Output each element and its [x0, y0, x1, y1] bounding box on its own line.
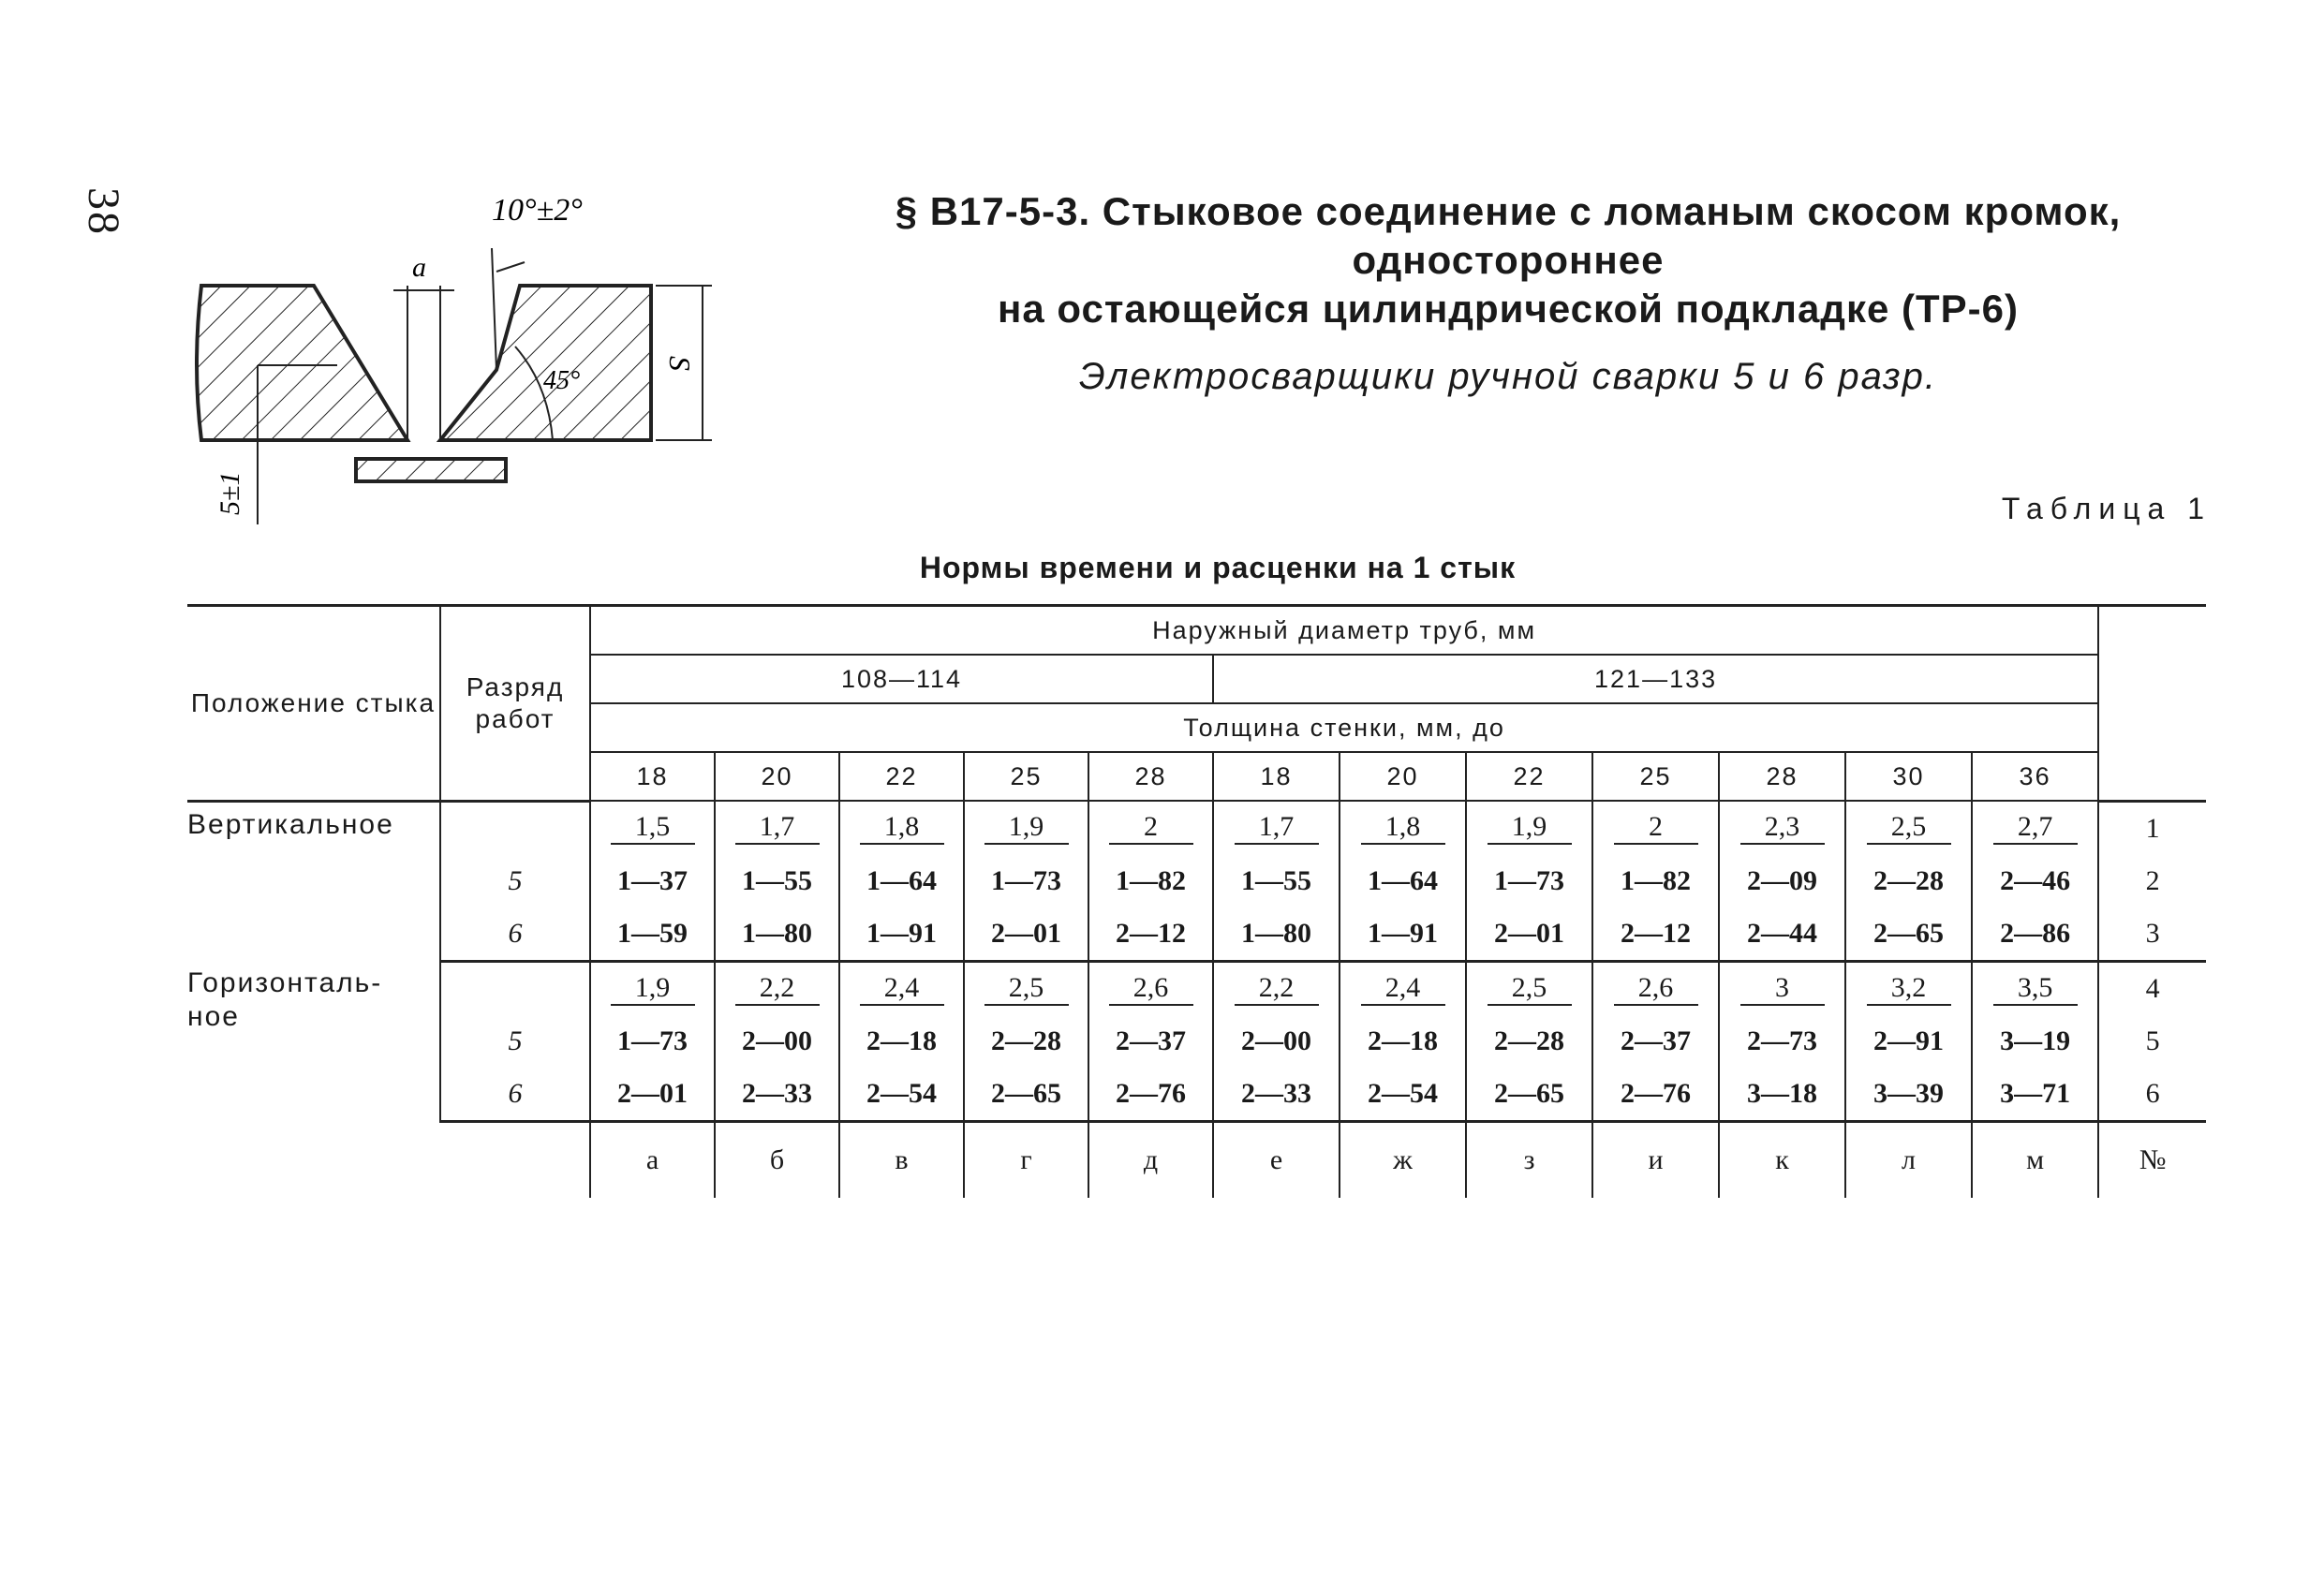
price-value: 2—09 — [1747, 864, 1817, 896]
header-thickness-cell: 30 — [1845, 752, 1972, 801]
price-cell — [590, 855, 715, 907]
section-title-line1: § В17-5-3. Стыковое соединение с ломаным скосом кромок, одностороннее — [895, 189, 2122, 282]
time-norm-cell — [590, 961, 715, 1015]
rank-cell — [440, 801, 590, 855]
price-value: 1—80 — [1241, 917, 1311, 949]
header-rank: Разряд работ — [440, 606, 590, 802]
price-value: 1—64 — [866, 864, 937, 896]
price-cell — [1340, 1015, 1466, 1068]
price-value: 2—01 — [617, 1077, 688, 1109]
table-row — [187, 961, 2206, 1015]
row-number-cell: 5 — [2098, 1015, 2206, 1068]
price-value: 1—59 — [617, 917, 688, 949]
price-cell — [1088, 1015, 1213, 1068]
row-number-cell: 3 — [2098, 907, 2206, 962]
time-norm-value: 1,8 — [860, 811, 944, 845]
price-value: 2—01 — [1494, 917, 1564, 949]
column-letter-cell: к — [1719, 1121, 1845, 1198]
rank-cell: 5 — [440, 855, 590, 907]
time-norm-value: 1,7 — [1235, 811, 1319, 845]
price-value: 1—82 — [1116, 864, 1186, 896]
price-value: 1—55 — [742, 864, 812, 896]
time-norm-value: 1,9 — [611, 972, 695, 1006]
price-cell — [964, 855, 1088, 907]
price-cell — [590, 1068, 715, 1122]
table-row — [187, 1068, 2206, 1122]
table-row — [187, 801, 2206, 855]
column-letter-cell: д — [1088, 1121, 1213, 1198]
column-letter-cell: г — [964, 1121, 1088, 1198]
time-norm-cell — [590, 801, 715, 855]
price-cell — [1088, 1068, 1213, 1122]
price-cell — [1845, 1068, 1972, 1122]
row-number-cell: 6 — [2098, 1068, 2206, 1122]
column-letter-cell: а — [590, 1121, 715, 1198]
header-thickness-cell: 28 — [1719, 752, 1845, 801]
price-cell — [964, 1068, 1088, 1122]
price-value: 1—73 — [1494, 864, 1564, 896]
time-norm-cell — [1088, 801, 1213, 855]
price-cell — [1592, 1015, 1719, 1068]
price-cell — [839, 855, 964, 907]
price-value: 2—12 — [1621, 917, 1691, 949]
header-outer-diameter: Наружный диаметр труб, мм — [590, 606, 2098, 656]
time-norm-cell — [1213, 961, 1340, 1015]
time-norm-value: 2,5 — [984, 972, 1069, 1006]
rank-cell: 6 — [440, 1068, 590, 1122]
workers-subtitle: Электросварщики ручной сварки 5 и 6 разр. — [1079, 356, 1937, 397]
price-cell — [1719, 907, 1845, 962]
header-thickness-cell: 22 — [839, 752, 964, 801]
header-thickness-cell: 20 — [1340, 752, 1466, 801]
backing-offset-label: 5±1 — [215, 471, 245, 515]
time-norm-value: 3,5 — [1993, 972, 2078, 1006]
price-value: 1—64 — [1368, 864, 1438, 896]
price-cell — [715, 1015, 839, 1068]
price-value: 2—37 — [1621, 1025, 1691, 1056]
footer-blank — [187, 1121, 440, 1198]
header-num-blank — [2098, 606, 2206, 802]
row-number-cell: 2 — [2098, 855, 2206, 907]
column-letter-cell: б — [715, 1121, 839, 1198]
rank-cell: 6 — [440, 907, 590, 962]
time-norm-cell — [1592, 801, 1719, 855]
footer-blank — [440, 1121, 590, 1198]
price-value: 2—86 — [2000, 917, 2071, 949]
position-cell: Вертикальное — [187, 808, 394, 840]
time-norm-value: 2,6 — [1614, 972, 1698, 1006]
time-norm-cell — [839, 961, 964, 1015]
price-cell — [1466, 1015, 1592, 1068]
price-cell — [964, 1015, 1088, 1068]
price-value: 1—91 — [866, 917, 937, 949]
column-letter-cell: з — [1466, 1121, 1592, 1198]
header-position: Положение стыка — [187, 606, 440, 802]
price-cell — [715, 1068, 839, 1122]
header-thickness-cell: 28 — [1088, 752, 1213, 801]
header-diam-group1: 108—114 — [590, 655, 1213, 703]
position-cell: Горизонталь- ное — [187, 967, 383, 1032]
backing-strip — [356, 459, 506, 481]
time-norm-cell — [1972, 961, 2098, 1015]
price-value: 2—28 — [1494, 1025, 1564, 1056]
time-norm-value: 1,9 — [984, 811, 1069, 845]
price-value: 2—46 — [2000, 864, 2071, 896]
table-row — [187, 907, 2206, 962]
price-cell — [1340, 1068, 1466, 1122]
time-norm-cell — [964, 801, 1088, 855]
time-norm-cell — [1845, 801, 1972, 855]
price-value: 2—00 — [742, 1025, 812, 1056]
gap-label: a — [412, 252, 426, 283]
thickness-label: S — [663, 356, 697, 371]
price-value: 1—73 — [991, 864, 1061, 896]
column-letter-cell: и — [1592, 1121, 1719, 1198]
price-value: 2—54 — [866, 1077, 937, 1109]
price-value: 2—12 — [1116, 917, 1186, 949]
price-cell — [1719, 855, 1845, 907]
time-norm-cell — [1088, 961, 1213, 1015]
row-number-cell: 1 — [2098, 801, 2206, 855]
header-thickness-cell: 22 — [1466, 752, 1592, 801]
time-norm-value: 3 — [1740, 972, 1825, 1006]
price-cell — [839, 907, 964, 962]
time-norm-cell — [1972, 801, 2098, 855]
time-norm-cell — [1340, 961, 1466, 1015]
price-value: 1—73 — [617, 1025, 688, 1056]
header-thickness-cell: 25 — [964, 752, 1088, 801]
price-cell — [1719, 1015, 1845, 1068]
price-cell — [1466, 855, 1592, 907]
price-value: 2—28 — [1873, 864, 1944, 896]
time-norm-cell — [1466, 961, 1592, 1015]
price-cell — [1972, 1015, 2098, 1068]
price-cell — [839, 1068, 964, 1122]
header-thickness-cell: 18 — [1213, 752, 1340, 801]
price-cell — [1845, 907, 1972, 962]
header-wall-thickness: Толщина стенки, мм, до — [590, 703, 2098, 752]
price-value: 1—80 — [742, 917, 812, 949]
price-value: 3—39 — [1873, 1077, 1944, 1109]
norms-table — [187, 604, 2206, 1198]
header-thickness-cell: 20 — [715, 752, 839, 801]
table-label: Таблица 1 — [2001, 492, 2212, 525]
time-norm-value: 2,2 — [1235, 972, 1319, 1006]
time-norm-value: 1,8 — [1361, 811, 1445, 845]
price-cell — [1972, 1068, 2098, 1122]
time-norm-cell — [1466, 801, 1592, 855]
price-value: 2—01 — [991, 917, 1061, 949]
table-row — [187, 1015, 2206, 1068]
price-cell — [1466, 1068, 1592, 1122]
price-value: 2—65 — [1873, 917, 1944, 949]
price-cell — [1719, 1068, 1845, 1122]
price-value: 2—65 — [1494, 1077, 1564, 1109]
angle-bevel-label: 10°±2° — [492, 193, 583, 228]
time-norm-value: 2,3 — [1740, 811, 1825, 845]
price-value: 2—76 — [1621, 1077, 1691, 1109]
time-norm-cell — [839, 801, 964, 855]
column-letter-cell: е — [1213, 1121, 1340, 1198]
price-cell — [1845, 1015, 1972, 1068]
time-norm-cell — [1845, 961, 1972, 1015]
time-norm-cell — [1340, 801, 1466, 855]
time-norm-cell — [1213, 801, 1340, 855]
rank-cell: 5 — [440, 1015, 590, 1068]
price-cell — [839, 1015, 964, 1068]
price-value: 2—33 — [742, 1077, 812, 1109]
price-value: 2—18 — [866, 1025, 937, 1056]
price-cell — [1845, 855, 1972, 907]
price-cell — [715, 855, 839, 907]
time-norm-value: 2,7 — [1993, 811, 2078, 845]
price-value: 2—28 — [991, 1025, 1061, 1056]
price-value: 1—91 — [1368, 917, 1438, 949]
column-letter-cell: м — [1972, 1121, 2098, 1198]
price-cell — [1213, 1015, 1340, 1068]
price-value: 2—73 — [1747, 1025, 1817, 1056]
rank-cell — [440, 961, 590, 1015]
weld-joint-diagram — [183, 178, 735, 534]
time-norm-value: 2 — [1109, 811, 1193, 845]
price-value: 1—37 — [617, 864, 688, 896]
header-diam-group2: 121—133 — [1213, 655, 2098, 703]
price-value: 2—65 — [991, 1077, 1061, 1109]
header-thickness-cell: 25 — [1592, 752, 1719, 801]
time-norm-cell — [1719, 961, 1845, 1015]
row-number-cell: 4 — [2098, 961, 2206, 1015]
price-cell — [1592, 1068, 1719, 1122]
section-title — [806, 187, 2211, 333]
price-cell — [1592, 907, 1719, 962]
column-letter-cell: л — [1845, 1121, 1972, 1198]
time-norm-cell — [1719, 801, 1845, 855]
header-thickness-cell: 18 — [590, 752, 715, 801]
time-norm-value: 2,5 — [1867, 811, 1951, 845]
angle-root-label: 45° — [543, 366, 581, 395]
price-value: 3—19 — [2000, 1025, 2071, 1056]
price-value: 1—82 — [1621, 864, 1691, 896]
price-cell — [1213, 855, 1340, 907]
left-plate — [197, 286, 407, 440]
time-norm-cell — [715, 961, 839, 1015]
time-norm-value: 2,2 — [735, 972, 820, 1006]
time-norm-value: 1,7 — [735, 811, 820, 845]
time-norm-value: 2,4 — [1361, 972, 1445, 1006]
price-cell — [715, 907, 839, 962]
price-cell — [1213, 907, 1340, 962]
price-value: 3—71 — [2000, 1077, 2071, 1109]
time-norm-value: 2 — [1614, 811, 1698, 845]
section-title-line2: на остающейся цилиндрической подкладке (ТР-6) — [998, 287, 2019, 331]
time-norm-value: 2,5 — [1488, 972, 1572, 1006]
price-value: 2—00 — [1241, 1025, 1311, 1056]
price-value: 2—37 — [1116, 1025, 1186, 1056]
price-value: 2—91 — [1873, 1025, 1944, 1056]
time-norm-value: 1,5 — [611, 811, 695, 845]
time-norm-cell — [964, 961, 1088, 1015]
column-num-label: № — [2098, 1121, 2206, 1198]
right-plate — [440, 286, 651, 440]
price-cell — [1213, 1068, 1340, 1122]
price-cell — [1340, 855, 1466, 907]
price-cell — [1592, 855, 1719, 907]
price-cell — [964, 907, 1088, 962]
price-cell — [590, 1015, 715, 1068]
time-norm-value: 2,6 — [1109, 972, 1193, 1006]
price-value: 2—18 — [1368, 1025, 1438, 1056]
price-value: 2—54 — [1368, 1077, 1438, 1109]
column-letter-cell: ж — [1340, 1121, 1466, 1198]
page-number: 38 — [79, 187, 128, 236]
header-thickness-cell: 36 — [1972, 752, 2098, 801]
price-cell — [1340, 907, 1466, 962]
price-cell — [1088, 855, 1213, 907]
table-caption: Нормы времени и расценки на 1 стык — [919, 551, 1517, 584]
price-value: 2—76 — [1116, 1077, 1186, 1109]
time-norm-cell — [715, 801, 839, 855]
column-letter-cell: в — [839, 1121, 964, 1198]
time-norm-value: 3,2 — [1867, 972, 1951, 1006]
price-cell — [1466, 907, 1592, 962]
time-norm-cell — [1592, 961, 1719, 1015]
time-norm-value: 2,4 — [860, 972, 944, 1006]
price-value: 3—18 — [1747, 1077, 1817, 1109]
table-row — [187, 855, 2206, 907]
price-cell — [1972, 907, 2098, 962]
time-norm-value: 1,9 — [1488, 811, 1572, 845]
price-cell — [1088, 907, 1213, 962]
price-value: 2—44 — [1747, 917, 1817, 949]
price-cell — [590, 907, 715, 962]
price-cell — [1972, 855, 2098, 907]
price-value: 2—33 — [1241, 1077, 1311, 1109]
price-value: 1—55 — [1241, 864, 1311, 896]
